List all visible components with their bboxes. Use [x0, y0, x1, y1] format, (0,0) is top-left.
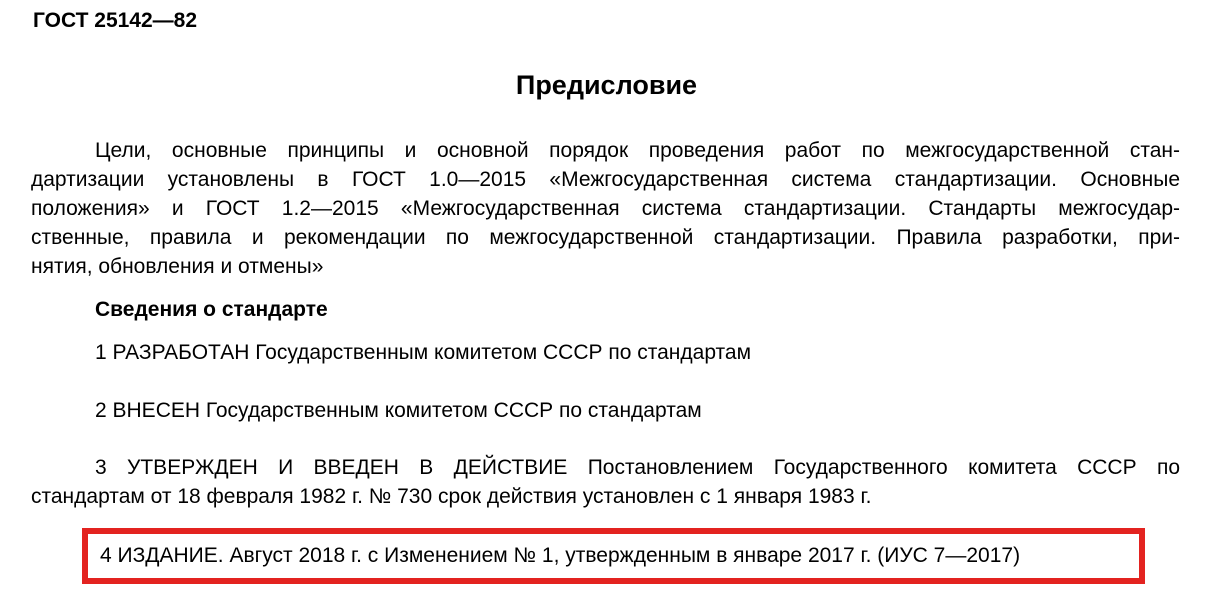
page-title: Предисловие [515, 70, 698, 100]
standard-info-item-3 [31, 453, 1180, 511]
document-number: ГОСТ 25142—82 [33, 9, 198, 32]
intro-line: положения» и ГОСТ 1.2—2015 «Межгосударственная система стандартизации. Стандарты межгосудар- [31, 197, 1180, 220]
item-3-line: стандартам от 18 февраля 1982 г. № 730 срок действия установлен с 1 января 1983 г. [31, 485, 872, 508]
standard-info-item-1: 1 РАЗРАБОТАН Государственным комитетом СССР по стандартам [95, 341, 752, 364]
intro-paragraph [31, 136, 1180, 281]
intro-line: дартизации установлены в ГОСТ 1.0—2015 «Межгосударственная система стандартизации. Основные [31, 168, 1180, 191]
intro-line: Цели, основные принципы и основной порядок проведения работ по межгосударственной стан- [95, 139, 1180, 162]
item-3-line: 3 УТВЕРЖДЕН И ВВЕДЕН В ДЕЙСТВИЕ Постановлением Государственного комитета СССР по [95, 456, 1180, 479]
standard-info-heading: Сведения о стандарте [95, 298, 328, 321]
intro-line: нятия, обновления и отмены» [31, 255, 324, 278]
standard-info-item-2: 2 ВНЕСЕН Государственным комитетом СССР по стандартам [95, 399, 702, 422]
highlight-annotation-box [82, 528, 1145, 584]
intro-line: ственные, правила и рекомендации по межгосударственной стандартизации. Правила разработки, при- [31, 226, 1180, 249]
standard-info-item-4: 4 ИЗДАНИЕ. Август 2018 г. с Изменением № 1, утвержденным в январе 2017 г. (ИУС 7—2017) [100, 544, 1021, 567]
